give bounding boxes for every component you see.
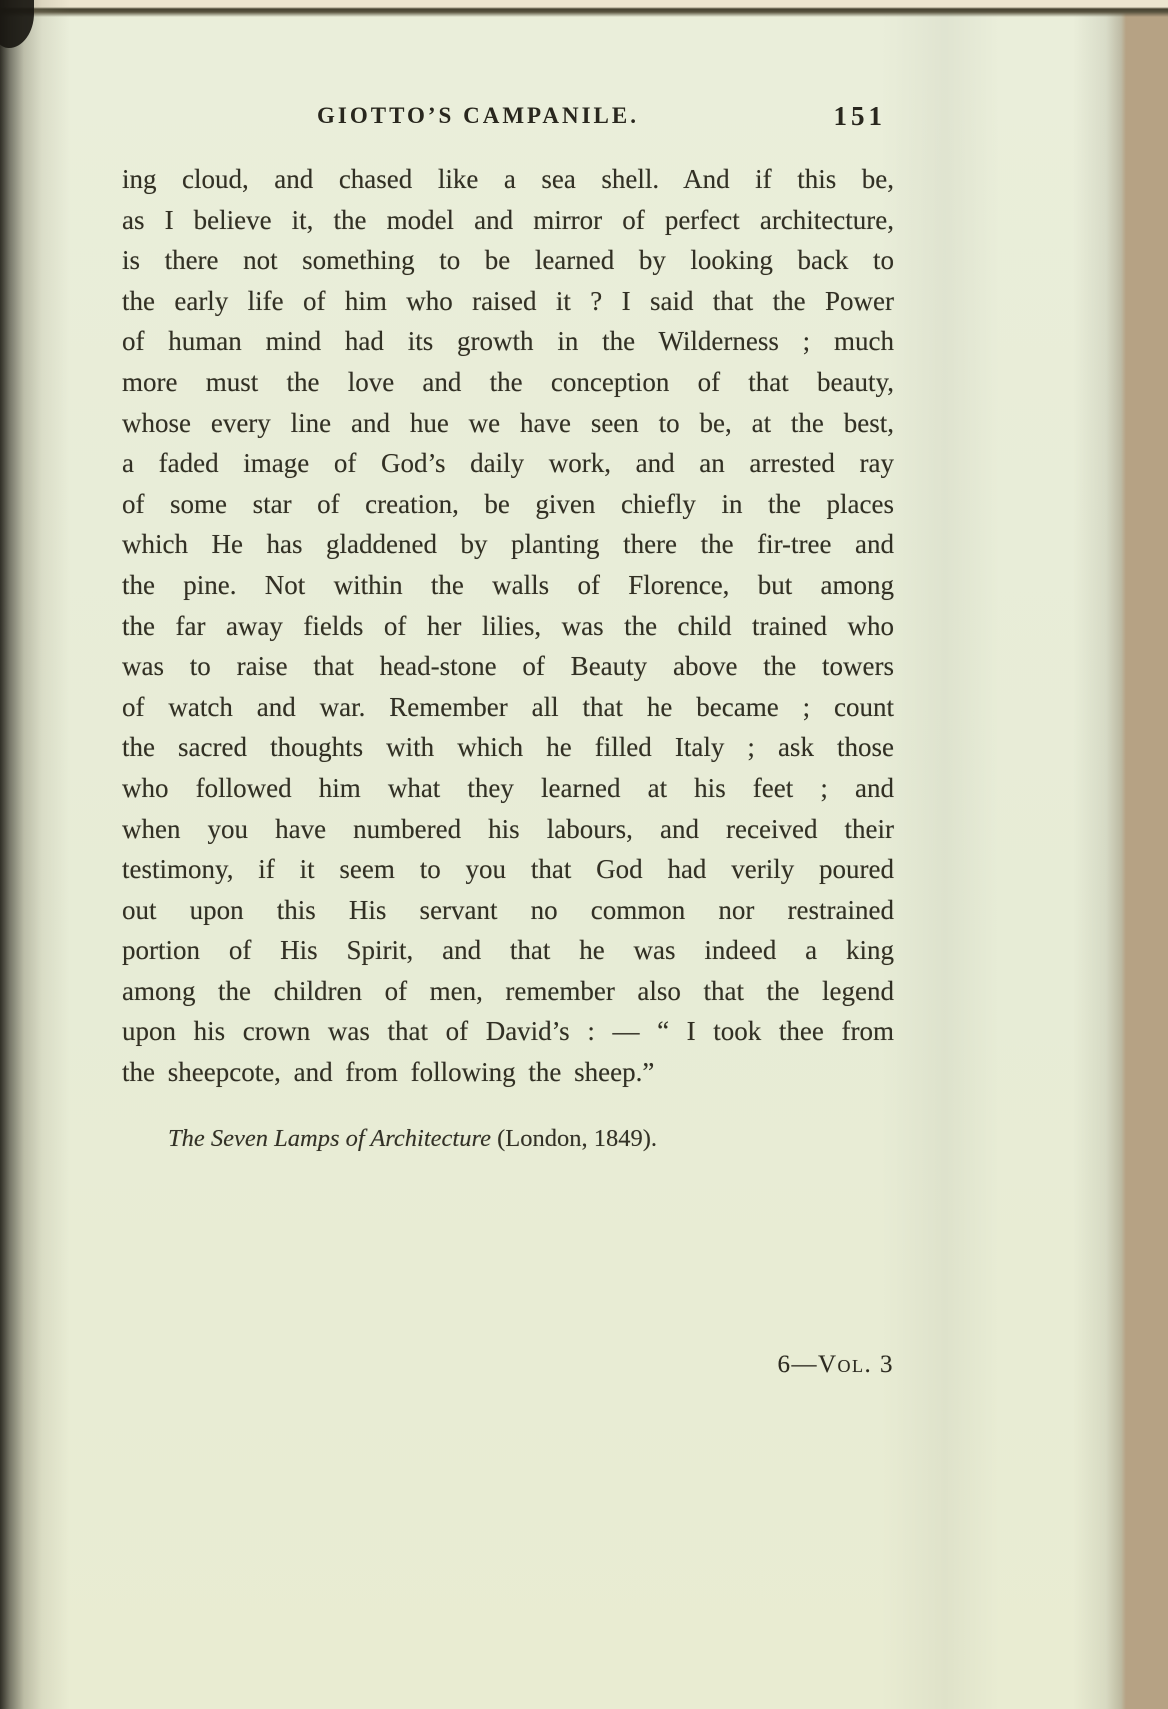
page-content: [122, 103, 894, 1379]
text-line: out upon this His servant no common nor restrained: [122, 894, 894, 925]
text-line: which He has gladdened by planting there the fir-tree and: [122, 529, 894, 560]
text-line: the sheepcote, and from following the sheep.”: [122, 1057, 655, 1088]
running-title: GIOTTO’S CAMPANILE.: [317, 103, 639, 128]
text-line: the sacred thoughts with which he filled Italy ; ask those: [122, 732, 894, 763]
citation-imprint: (London, 1849).: [490, 1124, 658, 1152]
text-line: the pine. Not within the walls of Florence, but among: [122, 569, 894, 600]
scan-artifact-corner: [0, 0, 34, 48]
text-line: when you have numbered his labours, and received their: [122, 813, 894, 844]
text-line: of some star of creation, be given chiefly in the places: [122, 488, 894, 519]
text-line: more must the love and the conception of that beauty,: [122, 366, 894, 397]
text-line: of human mind had its growth in the Wilderness ; much: [122, 326, 894, 357]
text-line: is there not something to be learned by looking back to: [122, 245, 894, 276]
text-line: the far away fields of her lilies, was the child trained who: [122, 610, 894, 641]
body-text: [122, 159, 894, 1093]
text-line: as I believe it, the model and mirror of perfect architecture,: [122, 204, 894, 235]
text-line: among the children of men, remember also that the legend: [122, 975, 894, 1006]
text-line: was to raise that head-stone of Beauty above the towers: [122, 651, 894, 682]
page-header: [122, 103, 894, 135]
text-line: who followed him what they learned at his feet ; and: [122, 772, 894, 803]
text-line: testimony, if it seem to you that God had verily poured: [122, 854, 894, 885]
text-line: upon his crown was that of David’s : — “ I took thee from: [122, 1016, 894, 1047]
citation-line: [168, 1125, 894, 1153]
text-line: the early life of him who raised it ? I said that the Power: [122, 285, 894, 316]
text-line: ing cloud, and chased like a sea shell. And if this be,: [122, 164, 894, 194]
page-number: 151: [833, 101, 886, 131]
citation-work-title: The Seven Lamps of Architecture: [168, 1124, 491, 1152]
text-line: whose every line and hue we have seen to be, at the best,: [122, 407, 894, 438]
text-line: portion of His Spirit, and that he was indeed a king: [122, 935, 894, 966]
text-line: of watch and war. Remember all that he became ; count: [122, 691, 894, 722]
volume-signature: 6—Vol. 3: [777, 1350, 894, 1378]
text-line: a faded image of God’s daily work, and an arrested ray: [122, 448, 894, 479]
